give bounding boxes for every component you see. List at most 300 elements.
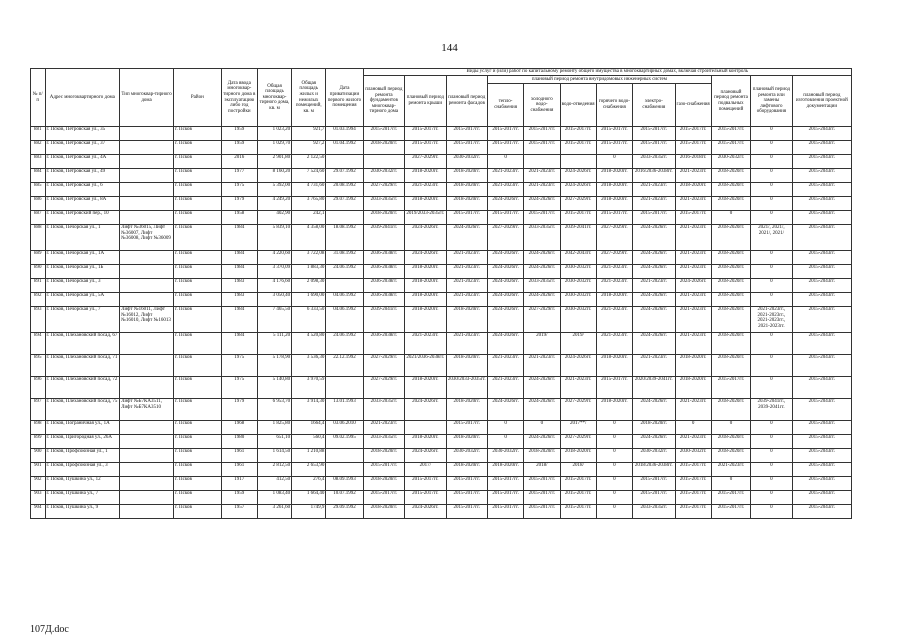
cell-docs: 2015-2043гг. <box>792 477 851 491</box>
cell-num: 887 <box>31 211 46 225</box>
cell-gas: 2021-2023гг. <box>675 333 711 355</box>
cell-docs: 2015-2043гг. <box>792 279 851 293</box>
cell-heat: 0 <box>487 435 523 449</box>
cell-hot-water: 2015-2017гг. <box>596 141 632 155</box>
cell-docs: 2015-2043гг. <box>792 399 851 421</box>
cell-gas: 2015-2017гг. <box>675 211 711 225</box>
cell-electric: 2024-2026гг. <box>633 293 675 307</box>
capital-repair-table <box>30 68 852 519</box>
cell-num: 902 <box>31 477 46 491</box>
cell-lifts: 0 <box>751 169 792 183</box>
cell-gas: 2030-2032гг. <box>675 449 711 463</box>
footer-filename: 107Д.doc <box>30 624 69 635</box>
header-basement: плановый период ремонта подвальных помещений <box>711 76 750 127</box>
cell-heat: 2021-2023гг. <box>487 183 523 197</box>
cell-address: г. Псков, Пушкина ул., 12 <box>45 477 120 491</box>
cell-district: г. Псков <box>174 377 222 399</box>
cell-num: 901 <box>31 463 46 477</box>
cell-cold-water: 2021-2023гг. <box>524 169 560 183</box>
cell-electric: 2024-2026гг. <box>633 225 675 251</box>
cell-gas: 2015-2017гг. <box>675 127 711 141</box>
cell-drain: 2015-2017гг. <box>560 127 596 141</box>
cell-basement: 2018-2020гг. <box>711 169 750 183</box>
cell-basement: 2018-2020гг. <box>711 333 750 355</box>
cell-gas: 2018-2020гг. <box>675 355 711 377</box>
cell-address: г. Псков, Печорская ул., 1Б <box>45 265 120 279</box>
cell-electric: 2033-2035гг. <box>633 505 675 519</box>
cell-drain: 2018/ <box>560 463 596 477</box>
cell-cold-water: 2015-2017гг. <box>524 211 560 225</box>
cell-heat: 0 <box>487 421 523 435</box>
cell-foundation: 2036-2038гг. <box>363 265 404 279</box>
cell-foundation: 2036-2038гг. <box>363 333 404 355</box>
cell-address: г. Псков, Петровская ул., 6 <box>45 183 120 197</box>
cell-living-area: 2 653,90 <box>292 463 326 477</box>
cell-num: 894 <box>31 333 46 355</box>
cell-roof: 2015-2017гг. <box>405 477 446 491</box>
table-row <box>31 251 852 265</box>
cell-lifts: 0 <box>751 141 792 155</box>
cell-year: 1979 <box>221 399 257 421</box>
cell-docs: 2015-2043гг. <box>792 155 851 169</box>
cell-house-type: Лифт №Б7КА3511, Лифт №Б7КА3510 <box>120 399 174 421</box>
table-row <box>31 211 852 225</box>
cell-gas: 2021-2023гг. <box>675 169 711 183</box>
cell-foundation: 2018-2020гг. <box>363 505 404 519</box>
header-privatization-date: Дата приватизации первого жилого помещения <box>326 69 363 127</box>
cell-facade: 2018-2020гг. <box>446 169 487 183</box>
cell-privatization-date <box>326 279 363 293</box>
cell-gas: 2016-2018гг. <box>675 155 711 169</box>
cell-address: г. Псков, Петровский пер., 10 <box>45 211 120 225</box>
cell-num: 897 <box>31 399 46 421</box>
cell-house-type: Лифт №36015, Лифт №36007, Лифт №36008, Лифт №36009 <box>120 225 174 251</box>
cell-privatization-date: 20.08.1992 <box>326 183 363 197</box>
cell-living-area: 927,2 <box>292 141 326 155</box>
table-row <box>31 421 852 435</box>
cell-heat: 0 <box>487 155 523 169</box>
cell-house-type <box>120 211 174 225</box>
cell-foundation: 2039-2041гг. <box>363 225 404 251</box>
cell-drain: 2015-2017гг. <box>560 211 596 225</box>
cell-hot-water: 0 <box>596 505 632 519</box>
cell-basement: 0 <box>711 211 750 225</box>
cell-privatization-date: 10.07.1992 <box>326 491 363 505</box>
header-num: № п/п <box>31 69 46 127</box>
cell-living-area: 2 122,50 <box>292 155 326 169</box>
cell-total-area: 4 249,20 <box>257 197 291 211</box>
cell-electric: 2016/2036-2038гг. <box>633 169 675 183</box>
cell-total-area: 5 178,90 <box>257 355 291 377</box>
cell-heat: 2021-2023гг. <box>487 377 523 399</box>
table-header <box>31 69 852 127</box>
cell-foundation: 2033-2035гг. <box>363 435 404 449</box>
cell-living-area: 2 098,30 <box>292 279 326 293</box>
cell-house-type <box>120 169 174 183</box>
cell-foundation: 2036-2038гг. <box>363 251 404 265</box>
header-heat: тепло-снабжения <box>487 84 523 127</box>
cell-heat: 2024-2026гг. <box>487 265 523 279</box>
cell-gas: 2021-2023гг. <box>675 435 711 449</box>
cell-num: 898 <box>31 421 46 435</box>
cell-facade: 2021-2023гг. <box>446 279 487 293</box>
cell-hot-water: 0 <box>596 155 632 169</box>
cell-roof: 2024-2026гг. <box>405 399 446 421</box>
cell-facade: 2024-2026гг. <box>446 225 487 251</box>
cell-num: 885 <box>31 183 46 197</box>
cell-docs: 2015-2043гг. <box>792 435 851 449</box>
cell-total-area: 1 029,70 <box>257 141 291 155</box>
cell-year: 1983 <box>221 279 257 293</box>
cell-gas: 2021-2023гг. <box>675 197 711 211</box>
cell-total-area: 402,90 <box>257 211 291 225</box>
table-row <box>31 293 852 307</box>
cell-gas: 2015-2017гг. <box>675 491 711 505</box>
cell-facade: 2021-2023гг. <box>446 333 487 355</box>
cell-district: г. Псков <box>174 307 222 333</box>
cell-gas: 2021-2023гг. <box>675 293 711 307</box>
cell-roof: 2018-2020гг. <box>405 169 446 183</box>
cell-district: г. Псков <box>174 491 222 505</box>
cell-year: 1917 <box>221 477 257 491</box>
cell-electric: 2015-2017гг. <box>633 141 675 155</box>
cell-lifts: 0 <box>751 377 792 399</box>
cell-facade: 2015-2017гг. <box>446 211 487 225</box>
cell-address: г. Псков, Профсоюзная ул., 3 <box>45 463 120 477</box>
cell-house-type <box>120 197 174 211</box>
cell-docs: 2015-2043гг. <box>792 449 851 463</box>
cell-year: 2016 <box>221 155 257 169</box>
cell-address: г. Псков, Петровская ул., 8А <box>45 197 120 211</box>
cell-roof: 2024-2026гг. <box>405 251 446 265</box>
header-house-type: Тип многоквар-тирного дома <box>120 69 174 127</box>
table-row <box>31 333 852 355</box>
cell-lifts: 0 <box>751 477 792 491</box>
cell-num: 903 <box>31 491 46 505</box>
cell-foundation: 2036-2038гг. <box>363 293 404 307</box>
cell-living-area: 7 524,60 <box>292 169 326 183</box>
cell-privatization-date <box>326 155 363 169</box>
cell-address: г. Псков, Плехановский посад, 72 <box>45 377 120 399</box>
cell-privatization-date <box>326 377 363 399</box>
cell-electric: 2015-2017гг. <box>633 477 675 491</box>
cell-total-area: 6 953,70 <box>257 399 291 421</box>
cell-num: 893 <box>31 307 46 333</box>
cell-hot-water: 2018-2020гг. <box>596 169 632 183</box>
cell-year: 1977 <box>221 169 257 183</box>
cell-lifts: 0 <box>751 421 792 435</box>
cell-electric: 2024-2026гг. <box>633 307 675 333</box>
cell-total-area: 3 261,60 <box>257 505 291 519</box>
cell-district: г. Псков <box>174 333 222 355</box>
cell-address: г. Псков, Печорская ул., 5А <box>45 293 120 307</box>
cell-drain: 2027-2029гг. <box>560 197 596 211</box>
table-row <box>31 463 852 477</box>
cell-total-area: 8 160,20 <box>257 169 291 183</box>
cell-house-type <box>120 491 174 505</box>
cell-hot-water: 2018-2020гг. <box>596 399 632 421</box>
cell-address: г. Псков, Пригородная ул., 26А <box>45 435 120 449</box>
cell-electric: 2015-2017гг. <box>633 211 675 225</box>
cell-electric: 2021-2023гг. <box>633 197 675 211</box>
cell-docs: 2015-2043гг. <box>792 377 851 399</box>
cell-year: 1975 <box>221 355 257 377</box>
cell-lifts: 0 <box>751 491 792 505</box>
cell-facade: 2021-2023гг. <box>446 293 487 307</box>
cell-num: 895 <box>31 355 46 377</box>
cell-foundation: 2021-2023гг. <box>363 421 404 435</box>
cell-foundation: 2027-2029гг. <box>363 355 404 377</box>
table-row <box>31 505 852 519</box>
cell-heat: 2021-2023гг. <box>487 169 523 183</box>
page-number: 144 <box>441 42 458 54</box>
table-row <box>31 377 852 399</box>
cell-address: г. Псков, Петровская ул., 49 <box>45 169 120 183</box>
cell-house-type <box>120 449 174 463</box>
cell-electric: 2018/2036-2038гг. <box>633 463 675 477</box>
cell-basement: 2018-2020гг. <box>711 251 750 265</box>
cell-docs: 2015-2043гг. <box>792 265 851 279</box>
cell-num: 892 <box>31 293 46 307</box>
cell-foundation <box>363 155 404 169</box>
cell-facade: 2018-2020гг. <box>446 197 487 211</box>
cell-hot-water: 2018-2020гг. <box>596 293 632 307</box>
header-total-area: Общая площадь многоквар-тирного дома, кв. м <box>257 69 291 127</box>
cell-facade: 2021-2023гг. <box>446 265 487 279</box>
table-row <box>31 265 852 279</box>
cell-foundation: 2033-2035гг. <box>363 197 404 211</box>
table-row <box>31 491 852 505</box>
header-facade: плановый период ремонта фасадов <box>446 76 487 127</box>
cell-basement: 2018-2020гг. <box>711 183 750 197</box>
cell-address: г. Псков, Профсоюзная ул., 1 <box>45 449 120 463</box>
cell-house-type <box>120 435 174 449</box>
cell-basement: 2015-2017гг. <box>711 127 750 141</box>
cell-foundation: 2036-2038гг. <box>363 279 404 293</box>
cell-privatization-date: 04.06.1992 <box>326 307 363 333</box>
cell-roof: 2018-2020гг. <box>405 197 446 211</box>
header-docs: плановый период изготовления проектной документации <box>792 76 851 127</box>
cell-year: 1975 <box>221 377 257 399</box>
header-district: Район <box>174 69 222 127</box>
cell-facade: 2030/2033-2035гг. <box>446 377 487 399</box>
header-roof: плановый период ремонта крыши <box>405 76 446 127</box>
header-hot-water: горячего водо-снабжения <box>596 84 632 127</box>
cell-year: 1980 <box>221 435 257 449</box>
cell-hot-water: 2018-2020гг. <box>596 197 632 211</box>
cell-year: 1984 <box>221 225 257 251</box>
cell-electric: 2024-2026гг. <box>633 265 675 279</box>
cell-lifts: 0 <box>751 449 792 463</box>
cell-house-type <box>120 333 174 355</box>
cell-lifts: 0 <box>751 155 792 169</box>
cell-foundation: 2027-2029гг. <box>363 183 404 197</box>
cell-gas: 2021-2023гг. <box>675 265 711 279</box>
cell-foundation: 2018-2020гг. <box>363 477 404 491</box>
cell-address: г. Псков, Плехановский посад, 71 <box>45 355 120 377</box>
cell-lifts: 0 <box>751 211 792 225</box>
cell-basement: 2015-2017гг. <box>711 141 750 155</box>
cell-roof: 2015-2017гг. <box>405 141 446 155</box>
cell-district: г. Псков <box>174 505 222 519</box>
cell-drain: 2018-2020гг. <box>560 449 596 463</box>
cell-roof: 2024-2026гг. <box>405 505 446 519</box>
cell-lifts: 0 <box>751 265 792 279</box>
cell-docs: 2015-2043гг. <box>792 355 851 377</box>
cell-heat: 2024-2026гг. <box>487 251 523 265</box>
cell-foundation: 2018-2020гг. <box>363 211 404 225</box>
cell-living-area: 1749,9 <box>292 505 326 519</box>
cell-privatization-date: 03.06.2010 <box>326 421 363 435</box>
cell-basement: 2018-2020гг. <box>711 307 750 333</box>
cell-basement: 2015-2017гг. <box>711 491 750 505</box>
cell-address: г. Псков, Петровская ул., 37 <box>45 141 120 155</box>
cell-district: г. Псков <box>174 435 222 449</box>
cell-electric: 2015-2017гг. <box>633 491 675 505</box>
cell-hot-water: 2027-2029гг. <box>596 225 632 251</box>
cell-district: г. Псков <box>174 355 222 377</box>
cell-lifts: 0 <box>751 127 792 141</box>
cell-privatization-date: 01.04.1992 <box>326 141 363 155</box>
table-row <box>31 279 852 293</box>
cell-cold-water: 2018-2020гг. <box>524 449 560 463</box>
cell-docs: 2015-2043гг. <box>792 491 851 505</box>
cell-foundation: 2015-2017гг. <box>363 463 404 477</box>
cell-roof: 2018-2020гг. <box>405 307 446 333</box>
table-row <box>31 183 852 197</box>
cell-facade: 2015-2017гг. <box>446 141 487 155</box>
cell-roof: 2027-2029гг. <box>405 155 446 169</box>
cell-heat: 2015-2017гг. <box>487 141 523 155</box>
cell-heat: 2024-2026гг. <box>487 399 523 421</box>
cell-drain: 2024-2026гг. <box>560 169 596 183</box>
cell-num: 891 <box>31 279 46 293</box>
cell-roof: 2024-2026гг. <box>405 225 446 251</box>
cell-privatization-date: 24.06.1992 <box>326 333 363 355</box>
cell-privatization-date: 08.09.1993 <box>326 477 363 491</box>
table-row <box>31 197 852 211</box>
header-living-area: Общая площадь жилых и нежилых помещений, кв. м <box>292 69 326 127</box>
cell-gas: 2021-2023гг. <box>675 251 711 265</box>
cell-hot-water: 0 <box>596 449 632 463</box>
cell-house-type <box>120 265 174 279</box>
cell-cold-water: 2024-2026гг. <box>524 265 560 279</box>
cell-num: 889 <box>31 251 46 265</box>
cell-year: 1984 <box>221 307 257 333</box>
cell-docs: 2015-2043гг. <box>792 505 851 519</box>
cell-docs: 2015-2043гг. <box>792 127 851 141</box>
cell-lifts: 0 <box>751 505 792 519</box>
cell-hot-water: 0 <box>596 421 632 435</box>
cell-total-area: 3 370,09 <box>257 265 291 279</box>
cell-num: 904 <box>31 505 46 519</box>
cell-district: г. Псков <box>174 293 222 307</box>
cell-facade: 2030-2032гг. <box>446 155 487 169</box>
cell-year: 1958 <box>221 211 257 225</box>
cell-electric: 2021-2023гг. <box>633 183 675 197</box>
cell-foundation: 2030-2032гг. <box>363 169 404 183</box>
cell-gas: 2024-2026гг. <box>675 279 711 293</box>
cell-living-area: 1 664,40 <box>292 491 326 505</box>
table-row <box>31 355 852 377</box>
cell-docs: 2015-2043гг. <box>792 333 851 355</box>
cell-drain: 2030-2032гг. <box>560 279 596 293</box>
cell-roof: 2018-2020гг. <box>405 435 446 449</box>
cell-year: 1984 <box>221 333 257 355</box>
header-foundation: плановый период ремонта фундаментов многоквар-тирного дома <box>363 76 404 127</box>
cell-basement: 2015-2017гг. <box>711 505 750 519</box>
cell-electric: 2018-2020гг. <box>633 421 675 435</box>
cell-total-area: 1 825,80 <box>257 421 291 435</box>
cell-cold-water: 2021-2023гг. <box>524 183 560 197</box>
table-body <box>31 127 852 519</box>
table-row <box>31 399 852 421</box>
cell-lifts: 0 <box>751 463 792 477</box>
cell-district: г. Псков <box>174 279 222 293</box>
cell-district: г. Псков <box>174 183 222 197</box>
cell-living-area: 560,4 <box>292 435 326 449</box>
cell-roof: 2018-2020гг. <box>405 279 446 293</box>
cell-facade: 2015-2017гг. <box>446 477 487 491</box>
cell-year: 1957 <box>221 505 257 519</box>
cell-district: г. Псков <box>174 463 222 477</box>
cell-privatization-date: 24.06.1992 <box>326 265 363 279</box>
cell-num: 884 <box>31 169 46 183</box>
cell-facade: 2018-2020гг. <box>446 183 487 197</box>
cell-year: 1975 <box>221 183 257 197</box>
cell-total-area: 5 140,80 <box>257 377 291 399</box>
cell-living-area: 1 690,00 <box>292 293 326 307</box>
cell-district: г. Псков <box>174 421 222 435</box>
cell-electric: 2021-2023гг. <box>633 355 675 377</box>
cell-total-area: 4 220,60 <box>257 251 291 265</box>
cell-privatization-date: 13.01.1993 <box>326 399 363 421</box>
cell-gas: 2015-2017гг. <box>675 141 711 155</box>
cell-heat: 2015-2017гг. <box>487 477 523 491</box>
cell-roof: 2021-2023гг. <box>405 183 446 197</box>
cell-heat: 2024-2026гг. <box>487 307 523 333</box>
cell-district: г. Псков <box>174 197 222 211</box>
cell-lifts: 0 <box>751 197 792 211</box>
cell-lifts: 0 <box>751 333 792 355</box>
cell-electric: 2015-2017гг. <box>633 127 675 141</box>
cell-drain: 2021-2023гг. <box>560 377 596 399</box>
cell-lifts: 0 <box>751 355 792 377</box>
cell-house-type <box>120 183 174 197</box>
cell-foundation: 2033-2035гг. <box>363 399 404 421</box>
cell-electric: 2021-2023гг. <box>633 279 675 293</box>
cell-facade: 2018-2020гг. <box>446 399 487 421</box>
cell-heat: 2027-2029гг. <box>487 225 523 251</box>
cell-living-area: 3 914,30 <box>292 399 326 421</box>
cell-electric: 2024-2026гг. <box>633 435 675 449</box>
table-row <box>31 435 852 449</box>
cell-hot-water: 2018-2020гг. <box>596 183 632 197</box>
cell-year: 1959 <box>221 127 257 141</box>
cell-num: 882 <box>31 141 46 155</box>
cell-foundation: 2018-2020гг. <box>363 449 404 463</box>
table-row <box>31 307 852 333</box>
cell-privatization-date: 01.03.1994 <box>326 127 363 141</box>
cell-electric: 2024-2026гг. <box>633 333 675 355</box>
cell-total-area: 1 083,40 <box>257 491 291 505</box>
cell-drain: 2042-2043гг. <box>560 251 596 265</box>
table-row <box>31 477 852 491</box>
cell-hot-water: 2018-2020гг. <box>596 355 632 377</box>
cell-district: г. Псков <box>174 141 222 155</box>
cell-house-type <box>120 377 174 399</box>
cell-privatization-date <box>326 449 363 463</box>
